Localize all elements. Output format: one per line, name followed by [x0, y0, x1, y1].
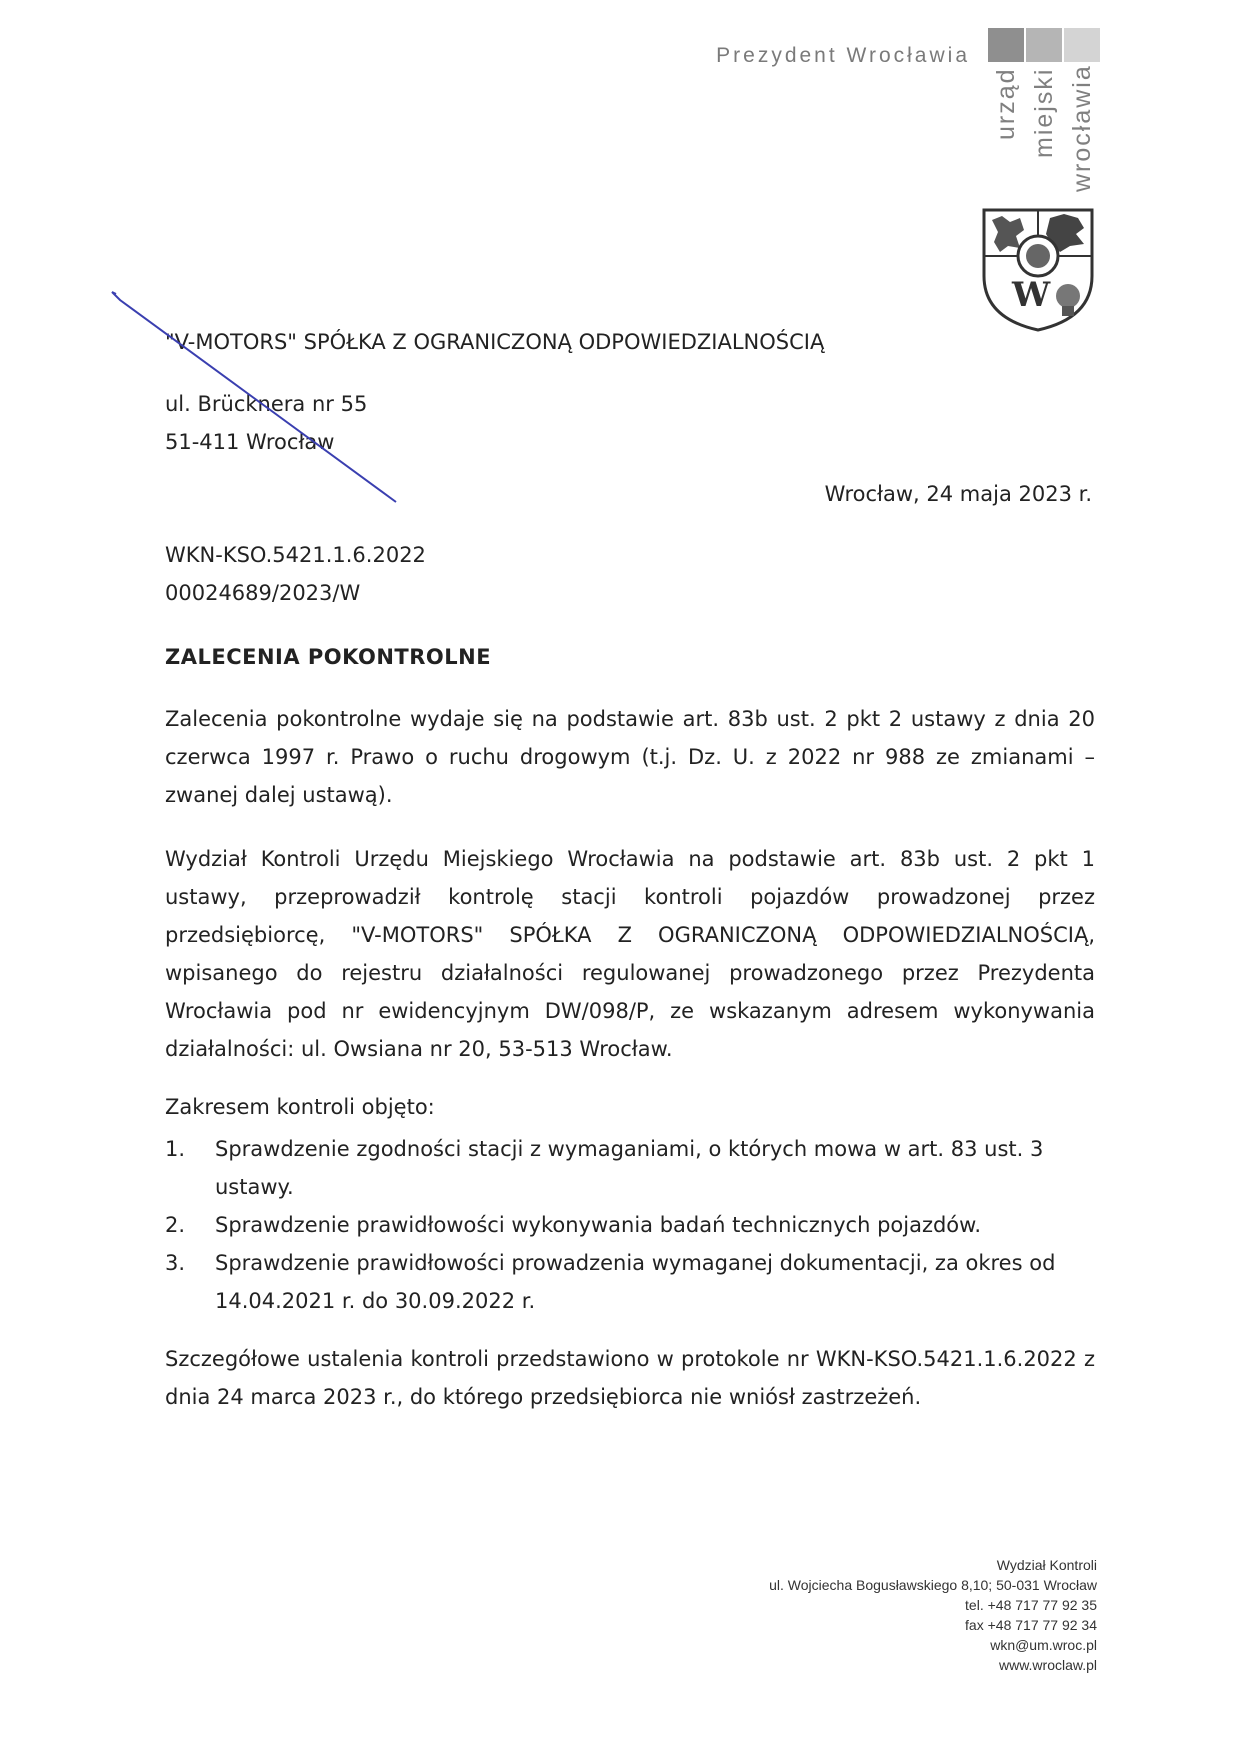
scope-item-text: Sprawdzenie prawidłowości wykonywania badań technicznych pojazdów. [215, 1213, 982, 1237]
scope-intro: Zakresem kontroli objęto: [165, 1095, 435, 1119]
scope-item [165, 1244, 1105, 1320]
document-title: ZALECENIA POKONTROLNE [165, 645, 492, 669]
wroclaw-coat-of-arms-icon [980, 206, 1096, 334]
footer-department: Wydział Kontroli [996, 1557, 1097, 1573]
scope-item-number: 1. [165, 1137, 186, 1161]
letter-date: Wrocław, 24 maja 2023 r. [824, 482, 1092, 506]
scope-list [165, 1130, 1105, 1320]
footer-fax: fax +48 717 77 92 34 [965, 1617, 1097, 1633]
scope-item-text: Sprawdzenie prawidłowości prowadzenia wymaganej dokumentacji, za okres od 14.04.2021 r. do 30.09.2022 r. [215, 1251, 1056, 1313]
pen-strike-mark [110, 290, 400, 505]
footer-address: ul. Wojciecha Bogusławskiego 8,10; 50-031 Wrocław [769, 1577, 1097, 1593]
logo-text-miejski: miejski [1030, 67, 1058, 158]
header-title: Prezydent Wrocławia [716, 44, 970, 67]
logo-square-dark [988, 28, 1024, 62]
case-reference: WKN-KSO.5421.1.6.2022 [165, 543, 426, 567]
logo-text-urzad: urząd [992, 67, 1020, 140]
scope-item-number: 2. [165, 1213, 186, 1237]
scope-item [165, 1130, 1105, 1206]
paragraph-protocol: Szczegółowe ustalenia kontroli przedstawiono w protokole nr WKN-KSO.5421.1.6.2022 z dnia 24 marca 2023 r., do którego przedsiębiorca nie wniósł zastrzeżeń. [165, 1347, 1095, 1409]
logo-square-light [1064, 28, 1100, 62]
footer-phone: tel. +48 717 77 92 35 [965, 1597, 1097, 1613]
footer-contact [677, 1555, 1097, 1675]
recipient-name: "V-MOTORS" SPÓŁKA Z OGRANICZONĄ ODPOWIEDZIALNOŚCIĄ [165, 330, 825, 354]
footer-email[interactable]: wkn@um.wroc.pl [990, 1637, 1097, 1653]
svg-text:W: W [1012, 275, 1051, 315]
logo-text-wroclawia: wrocławia [1068, 64, 1096, 192]
recipient-street: ul. Brücknera nr 55 [165, 392, 368, 416]
footer-website[interactable]: www.wroclaw.pl [998, 1657, 1097, 1673]
document-number: 00024689/2023/W [165, 581, 361, 605]
scope-item-number: 3. [165, 1251, 186, 1275]
recipient-city: 51-411 Wrocław [165, 430, 335, 454]
scope-item-text: Sprawdzenie zgodności stacji z wymaganiami, o których mowa w art. 83 ust. 3 ustawy. [215, 1137, 1044, 1199]
paragraph-inspection: Wydział Kontroli Urzędu Miejskiego Wrocławia na podstawie art. 83b ust. 2 pkt 1 ustawy, przeprowadził kontrolę stacji kontroli pojazdów prowadzonej przez przedsiębiorcę, "V-MOTORS" SPÓŁKA Z OGRANICZONĄ ODPOWIEDZIALNOŚCIĄ, wpisanego do rejestru działalności regulowanej prowadzonego przez Prezydenta Wrocławia pod nr ewidencyjnym DW/098/P, ze wskazanym adresem wykonywania działalności: ul. Owsiana nr 20, 53-513 Wrocław. [165, 847, 1095, 1061]
logo-square-mid [1026, 28, 1062, 62]
scope-item [165, 1206, 1105, 1244]
paragraph-legal-basis: Zalecenia pokontrolne wydaje się na podstawie art. 83b ust. 2 pkt 2 ustawy z dnia 20 czerwca 1997 r. Prawo o ruchu drogowym (t.j. Dz. U. z 2022 nr 988 ze zmianami – zwanej dalej ustawą). [165, 707, 1095, 807]
